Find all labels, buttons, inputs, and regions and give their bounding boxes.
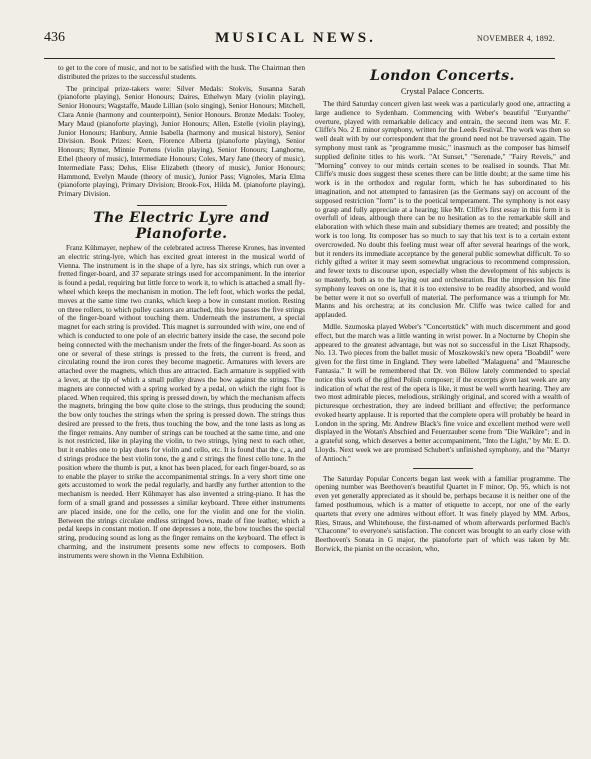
section-divider [137,205,227,206]
article-heading-electric-lyre: The Electric Lyre and Pianoforte. [93,209,270,242]
page-header [0,30,591,52]
left-column [58,64,305,751]
concert-paragraph-1: The third Saturday concert given last week was a particularly good one, attracting a large audience to Sydenham. Commencing with Weber's beautiful "Euryanthe" overture, played with remarkable delicacy and entrain, the second item was Mr. F. Cliffe's No. 2 E minor symphony, written for the Leeds Festival. The work was then so well dealt with by our correspondent that the ground need not be traversed again. The symphony must rank as "programme music," inasmuch as the composer has himself supplied definite titles to his work. "At Sunset," "Serenade," "Fairy Revels," and "Morning" convey to our minds certain scenes to be realised in sounds. That Mr. Cliffe's music does suggest these scenes there can be little doubt; at the same time his work is in the orthodox and regular form, which he has subordinated to his imagination, and not attempted to fantasiren (as the Germans say) on account of the supposed restriction "form" is to the poetical temperament. The symphony is not easy to grasp and fully appreciate at a hearing; like Mr. Cliffe's first essay in this form it is overfull of ideas, although there can be no hesitation as to the remarkable skill and elaboration with which these main and subsidiary themes are treated; and possibly the work is too long. Its composer has so much to say that his text is to a certain extent overcrowded. No doubt this feeling must wear off after several hearings of the work, but it renders its immediate acceptance by the general public somewhat difficult. To so richly gifted a writer it may seem somewhat ungracious to recommend compression, and fewer texts to discourse upon, especially when the development of his subjects is so masterly, both as to the laying out and orchestration. But the impression his fine symphony leaves on one is, that it is too extensive to be readily absorbed, and would be better were it not so overfull of material. The performance was a triumph for Mr. Manns and his orchestra; at its conclusion Mr. Cliffe was twice called for and applauded. [315,99,570,320]
page-number: 436 [44,30,65,45]
issue-date: NOVEMBER 4, 1892. [477,34,555,43]
concert-paragraph-2: Mdlle. Szumoska played Weber's "Concertstück" with much discernment and good effect, but the march was a little wanting in wrist power. In a Nocturne by Chopin she appeared to the greatest advantage, but was not so successful in the Liszt Rhapsody, No. 13. Two pieces from the ballet music of Moszkowski's new opera "Boabdil" were given for the first time in England. They were labelled "Malaguena" and "Mauresche Fantasia." It will be remembered that Dr. von Bülow lately commended to special notice this work of the gifted Polish composer; if the excerpts given last week are any indication of what the rest of the opera is like, it must be well worth hearing. They are two most admirable pieces, melodious, strikingly original, and scored with a wealth of picturesque orchestration, they are indeed brilliant and effective; the performance evoked hearty applause. It is reported that the complete opera will probably be heard in London in the spring. Mr. Andrew Black's fine voice and excellent method were well displayed in the Wotan's Abschied and Feuerzauber scene from "Die Walküre"; and in a grateful song, which deserves a better accompaniment, "Into the Light," by Mr. E. D. Lloyds. Next week we are promised Schubert's unfinished symphony, and the "Martyr of Antioch." [315,321,570,463]
article-heading-london-concerts: London Concerts. [370,68,515,84]
subheading-crystal-palace: Crystal Palace Concerts. [400,86,485,96]
publication-title: MUSICAL NEWS. [215,30,376,46]
popular-concerts-paragraph: The Saturday Popular Concerts began last week with a familiar programme. The opening number was Beethoven's beautiful Quartet in F minor, Op. 95, which is not even yet generally appreciated as it should be, perhaps because it is neither one of the famed posthumous, which is a matter of etiquette to accept, nor one of the early quartets that every one admires without effort. It was finely played by MM. Arbos, Ries, Straus, and Whitehouse, the first-named of whom afterwards performed Bach's "Chaconne" to everyone's satisfaction. The concert was brought to an early close with Beethoven's Sonata in G major, the pianoforte part of which was taken by Mr. Borwick, the pianist on the occasion, who, [315,473,570,554]
prize-list-paragraph: The principal prize-takers were: Silver Medals: Stokvis, Susanna Sarah (pianoforte playing), Senior Honours; Daires, Ethelwyn Mary (violin playing), Senior Honours; Wagstaffe, Maude Lillian (solo singing), Senior Honours; Mitchell, Clara Annie (harmony and counterpoint), Senior Honours. Bronze Medals: Tooley, Mary Maud (pianoforte playing), Junior Honours; Allen, Estelle (violin playing), Junior Honours; Hanbury, Annie Isabella (harmony and musical history), Senior Division. Book Prizes: Keen, Florence Alberta (pianoforte playing), Senior Honours; Rymer, Minnie Portens (violin playing), Senior Honours; Langhorne, Ethel (theory of music), Intermediate Honours; Coles, Mary Jane (theory of music), Intermediate Pass; Delus, Elise Elizabeth (theory of music), Junior Honours; Hammond, Evelyn Maude (theory of music), Junior Pass; Vignoles, Maria Elma (pianoforte playing), Primary Division; Brook-Fox, Hilda M. (pianoforte playing), Primary Division. [58,83,305,199]
left-paragraph-1: to get to the core of music, and not to be satisfied with the husk. The Chairman then distributed the prizes to the successful students. [58,64,305,81]
header-rule [44,58,555,59]
electric-lyre-paragraph: Franz Kühmayer, nephew of the celebrated actress Therese Krones, has invented an electric string-lyre, which has excited great interest in the musical world of Vienna. The instrument is in the shape of a lyre, has six strings, which run over a fretted finger-board, and 37 separate strings used for accompaniment. In the interior is found a pedal, requiring but little force to work it, to which is attached a small fly-wheel which keeps the mechanism in motion. The left foot, which works the pedal, moves at the same time two cranks, which keep a bow in constant motion. Resting on three rollers, to which pulley castors are attached, this bow passes the five strings of the finger-board without touching them. Underneath the instrument, a special magnet for each string is provided. This magnet is surrounded with wire, one end of which is conducted to one pole of an electric battery inside the case, the second pole being connected with the mechanism under the frets of the finger-board. As soon as one or several of these strings is pressed to the frets, the current is freed, and circulating round the iron cores they become magnetic. Armatures with levers are attached over the magnets, which thus are attracted. Each armature is supplied with a lever, at the tip of which a small pulley draws the bow against the strings. The magnets are connected with a spring worked by a pedal, on which the right foot is placed. When required, this spring is pressed down, by which the mechanism affects the magnets, bringing the bow quite close to the strings, thus producing the sound; the bow only touches the strings when the spring is pressed down. The strings thus desired are pressed to the frets, thus touching the bow, and the tone lasts as long as the finger remains. Any number of strings can be touched at the same time, and one is not restricted, like in playing the violin, to two strings, lying next to each other, but it enables one to play duets for violin and cello, etc. It is found that the c, a, and d strings produce the best violin tone, the g and c strings the finest cello tone. In the position where the thumb is put, a knot has been placed, for each finger-board, so as to enable the player to strike the accompanimental strings. In a very short time one gets accustomed to work the pedal regularly, and hardly any further attention to the mechanism is needed. Herr Kühmayer has also invented a string-piano. It has the form of a small grand and possesses a similar keyboard. Three either instruments are placed inside, one for the cello, one for the violin and one for the violin. Between the strings circulate endless stringed bows, made of fine leather, which a pedal keeps in constant motion. If one depresses a note, the bow touches the special string, producing sound as long as the finger remains on the keyboard. The effect is charming, and the instrument presents some new effects to composers. Both instruments were shown in the Vienna Exhibition. [58,242,305,560]
section-divider-right [413,468,473,469]
right-column [315,64,570,751]
